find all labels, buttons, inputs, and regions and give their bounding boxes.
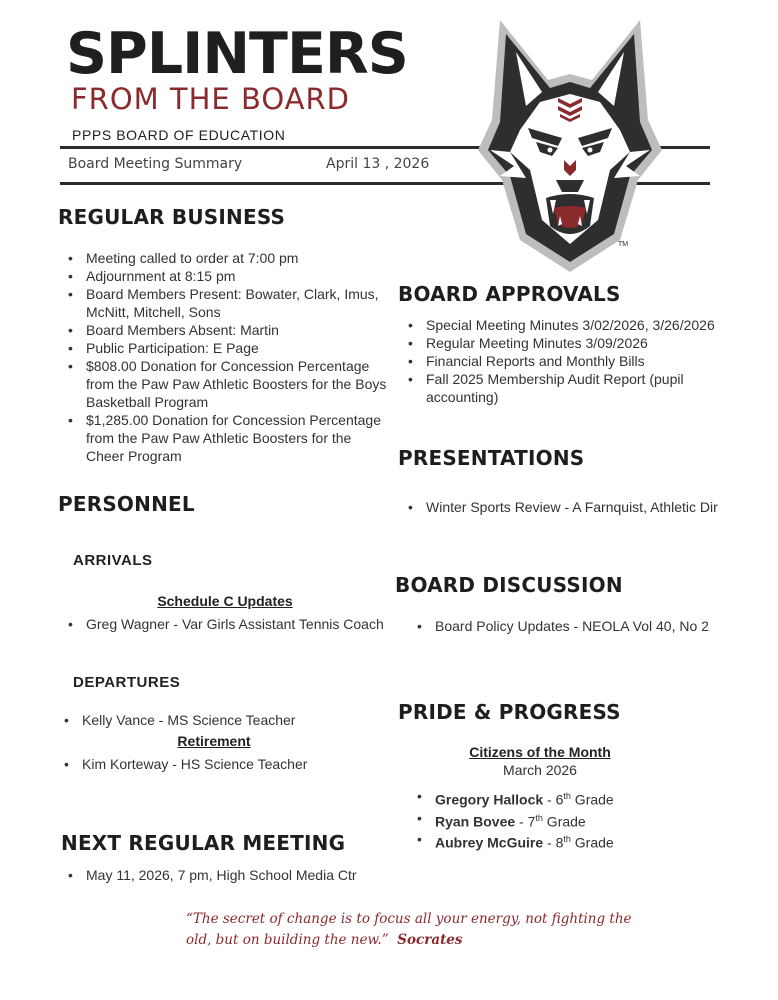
list-item: • Meeting called to order at 7:00 pm [86, 249, 392, 267]
list-item: • $1,285.00 Donation for Concession Percentage from the Paw Paw Athletic Boosters for the Cheer Program [86, 411, 392, 465]
wolf-mascot-logo [470, 10, 670, 278]
schedule-c-title: Schedule C Updates [157, 593, 293, 609]
citizen-grade-number: 7 [527, 813, 536, 830]
departures-heading: DEPARTURES [73, 674, 181, 691]
presentations-heading: PRESENTATIONS [398, 446, 585, 470]
next-meeting-heading: NEXT REGULAR MEETING [61, 831, 346, 855]
meeting-date: April 13 , 2026 [326, 156, 430, 172]
citizen-grade-word: Grade [570, 834, 614, 851]
personnel-heading: PERSONNEL [58, 492, 195, 516]
list-item: • Public Participation: E Page [86, 339, 392, 357]
list-item: • Board Policy Updates - NEOLA Vol 40, No 2 [435, 617, 755, 635]
board-discussion-list [435, 617, 755, 635]
citizen-grade-suffix: th [563, 791, 571, 801]
citizen-item [435, 787, 735, 809]
board-approvals-list [426, 316, 746, 406]
quote-author: Socrates [397, 932, 463, 948]
regular-business-heading: REGULAR BUSINESS [58, 205, 286, 229]
list-item: • Regular Meeting Minutes 3/09/2026 [426, 334, 746, 352]
citizen-grade-number: 8 [555, 834, 564, 851]
citizen-grade-number: 6 [555, 791, 564, 808]
schedule-c-list [86, 615, 396, 633]
retirement-title: Retirement [177, 733, 251, 749]
next-meeting-list [86, 866, 406, 884]
citizen-name: Aubrey McGuire [435, 834, 544, 851]
arrivals-heading: ARRIVALS [73, 552, 153, 569]
newsletter-title: SPLINTERS [66, 21, 408, 87]
list-item: • Kim Korteway - HS Science Teacher [82, 755, 382, 773]
list-item: • Board Members Present: Bowater, Clark, Imus, McNitt, Mitchell, Sons [86, 285, 392, 321]
list-item: • Financial Reports and Monthly Bills [426, 352, 746, 370]
board-discussion-heading: BOARD DISCUSSION [395, 573, 623, 597]
board-approvals-heading: BOARD APPROVALS [398, 282, 621, 306]
citizens-month: March 2026 [503, 762, 577, 778]
list-item: • Adjournment at 8:15 pm [86, 267, 392, 285]
citizen-grade-word: Grade [542, 813, 586, 830]
list-item: • $808.00 Donation for Concession Percentage from the Paw Paw Athletic Boosters for the Boys Basketball Program [86, 357, 392, 411]
retirement-list [82, 755, 382, 773]
newsletter-subtitle: FROM THE BOARD [71, 82, 350, 116]
citizen-name: Ryan Bovee [435, 813, 516, 830]
citizen-grade-suffix: th [563, 834, 571, 845]
citizen-grade-word: Grade [570, 791, 614, 808]
list-item: • Winter Sports Review - A Farnquist, Athletic Dir [426, 498, 756, 516]
citizen-separator: - [543, 834, 556, 851]
pride-progress-heading: PRIDE & PROGRESS [398, 700, 621, 724]
list-item: • Fall 2025 Membership Audit Report (pupil accounting) [426, 370, 746, 406]
organization-name: PPPS BOARD OF EDUCATION [72, 127, 286, 143]
list-item: • Kelly Vance - MS Science Teacher [82, 711, 382, 729]
citizen-separator: - [515, 813, 528, 830]
citizen-grade-suffix: th [535, 812, 543, 823]
citizens-list [435, 787, 735, 852]
list-item: • Board Members Absent: Martin [86, 321, 392, 339]
presentations-list [426, 498, 756, 516]
list-item: • Greg Wagner - Var Girls Assistant Tennis Coach [86, 615, 396, 633]
citizen-item [435, 809, 735, 831]
quote-text: “The secret of change is to focus all your energy, not fighting the old, but on building the new.” [186, 911, 632, 948]
summary-label: Board Meeting Summary [68, 156, 243, 172]
closing-quote [186, 909, 636, 951]
citizens-title: Citizens of the Month [469, 744, 611, 760]
regular-business-list [86, 249, 392, 465]
citizen-separator: - [543, 791, 556, 808]
departures-list [82, 711, 382, 729]
citizen-name: Gregory Hallock [435, 791, 544, 808]
trademark-mark: TM [618, 241, 629, 248]
list-item: • Special Meeting Minutes 3/02/2026, 3/26/2026 [426, 316, 746, 334]
list-item: • May 11, 2026, 7 pm, High School Media Ctr [86, 866, 406, 884]
citizen-item [435, 830, 735, 852]
